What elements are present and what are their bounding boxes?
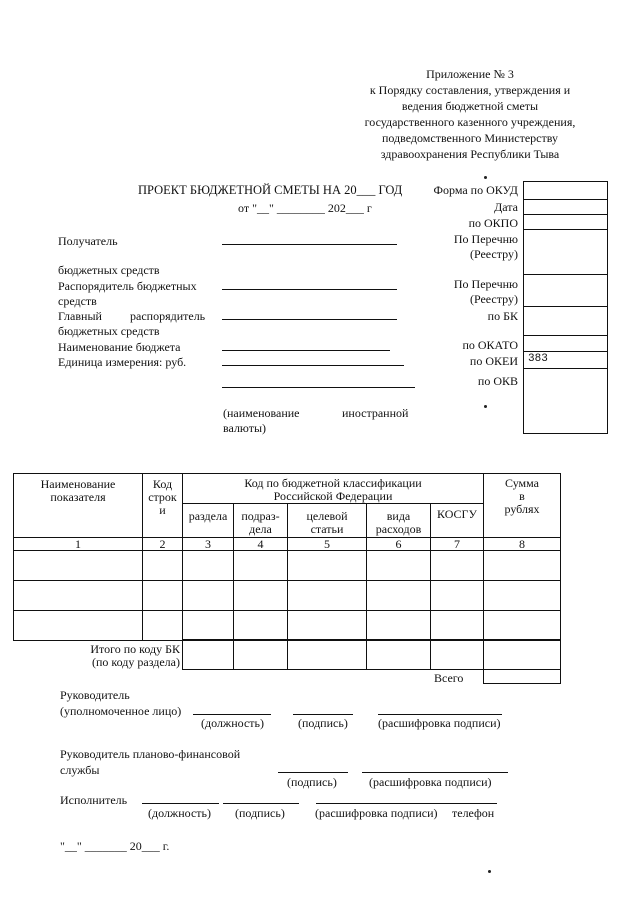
itogo-text: Итого по коду БК bbox=[90, 642, 180, 656]
table-cell[interactable] bbox=[142, 610, 183, 641]
column-number: 6 bbox=[395, 537, 402, 551]
header-text: расходов bbox=[375, 522, 422, 536]
header-text: подраз- bbox=[241, 509, 280, 523]
label-budget-name: Наименование бюджета bbox=[58, 340, 181, 354]
table-cell[interactable] bbox=[13, 610, 143, 641]
table-cell[interactable] bbox=[366, 580, 431, 611]
label-reestr-1: (Реестру) bbox=[469, 247, 518, 261]
sig-pfs-name-line[interactable] bbox=[362, 772, 508, 773]
sig-head-name-line[interactable] bbox=[378, 714, 502, 715]
header-text: строк bbox=[148, 490, 177, 504]
label-reestr-2: (Реестру) bbox=[469, 292, 518, 306]
itogo-cell[interactable] bbox=[430, 639, 484, 670]
header-razdel-label: раздела bbox=[188, 509, 228, 523]
header-text: Код bbox=[152, 477, 173, 491]
label-okv: по ОКВ bbox=[477, 374, 518, 388]
header-sum-label bbox=[483, 477, 561, 516]
itogo-text: (по коду раздела) bbox=[92, 655, 180, 669]
label-unit: Единица измерения: руб. bbox=[58, 355, 187, 369]
sig-head-label: Руководитель bbox=[60, 688, 130, 702]
table-cell[interactable] bbox=[13, 580, 143, 611]
okato-field[interactable] bbox=[523, 335, 608, 352]
label-bk: по БК bbox=[487, 309, 518, 323]
table-cell[interactable] bbox=[430, 550, 484, 581]
okud-field[interactable] bbox=[523, 181, 608, 200]
okv-field[interactable] bbox=[523, 368, 608, 434]
unit-line[interactable] bbox=[222, 365, 404, 366]
scan-speck bbox=[488, 870, 491, 873]
appendix-line: к Порядку составления, утверждения и bbox=[369, 83, 571, 97]
table-cell[interactable] bbox=[483, 610, 561, 641]
caption-telefon: телефон bbox=[452, 806, 495, 820]
header-celev-label bbox=[287, 510, 367, 536]
column-number-cell bbox=[430, 537, 484, 551]
appendix-line: государственного казенного учреждения, bbox=[364, 115, 576, 129]
column-number-cell bbox=[483, 537, 561, 551]
caption-dolzhnost: (должность) bbox=[201, 716, 264, 730]
label-currency-2: иностранной bbox=[342, 406, 409, 420]
chief-line[interactable] bbox=[222, 319, 397, 320]
column-number-cell bbox=[13, 537, 143, 551]
table-cell[interactable] bbox=[287, 580, 367, 611]
label-okud: Форма по ОКУД bbox=[433, 183, 518, 197]
caption-podpis: (подпись) bbox=[298, 716, 348, 730]
itogo-cell[interactable] bbox=[233, 639, 288, 670]
table-cell[interactable] bbox=[287, 610, 367, 641]
manager-line[interactable] bbox=[222, 289, 397, 290]
bk-field[interactable] bbox=[523, 306, 608, 336]
table-cell[interactable] bbox=[233, 580, 288, 611]
scan-speck bbox=[484, 176, 487, 179]
column-number-cell bbox=[233, 537, 288, 551]
sig-isp-name-line[interactable] bbox=[316, 803, 497, 804]
column-number: 2 bbox=[159, 537, 166, 551]
itogo-cell[interactable] bbox=[182, 639, 234, 670]
column-number: 3 bbox=[205, 537, 211, 551]
header-text: показателя bbox=[50, 490, 106, 504]
itogo-sum-cell[interactable] bbox=[483, 639, 561, 670]
header-text: Российской Федерации bbox=[273, 489, 393, 503]
caption-rasshifrovka-3: (расшифровка подписи) bbox=[315, 806, 438, 820]
appendix-line: ведения бюджетной сметы bbox=[401, 99, 539, 113]
header-text: в bbox=[519, 489, 525, 503]
header-bk-label bbox=[182, 477, 484, 503]
sig-pfs-sign-line[interactable] bbox=[278, 772, 348, 773]
budget-name-line[interactable] bbox=[222, 350, 390, 351]
column-number-cell bbox=[287, 537, 367, 551]
table-cell[interactable] bbox=[233, 550, 288, 581]
caption-dolzhnost-3: (должность) bbox=[148, 806, 211, 820]
label-date: Дата bbox=[494, 200, 518, 214]
header-text: рублях bbox=[504, 502, 540, 516]
caption-podpis-2: (подпись) bbox=[287, 775, 337, 789]
label-chief-funds: бюджетных средств bbox=[58, 324, 160, 338]
sig-isp-position-line[interactable] bbox=[142, 803, 219, 804]
header-text: статьи bbox=[310, 522, 344, 536]
sig-ispolnitel-label: Исполнитель bbox=[60, 793, 128, 807]
column-number: 1 bbox=[75, 537, 81, 551]
label-okato: по ОКАТО bbox=[462, 338, 518, 352]
label-perechen-1: По Перечню bbox=[453, 232, 518, 246]
appendix-line: подведомственного Министерству bbox=[381, 131, 559, 145]
appendix-line: здравоохранения Республики Тыва bbox=[380, 147, 560, 161]
label-perechen-2: По Перечню bbox=[453, 277, 518, 291]
sig-head-position-line[interactable] bbox=[193, 714, 271, 715]
appendix-line: Приложение № 3 bbox=[426, 67, 514, 81]
caption-podpis-3: (подпись) bbox=[235, 806, 285, 820]
label-currency-3: валюты) bbox=[223, 421, 267, 435]
table-cell[interactable] bbox=[483, 580, 561, 611]
header-text: и bbox=[159, 503, 166, 517]
page-title: ПРОЕКТ БЮДЖЕТНОЙ СМЕТЫ НА 20___ ГОД bbox=[138, 183, 403, 197]
sig-pfs-label: Руководитель планово-финансовой bbox=[60, 747, 241, 761]
table-cell[interactable] bbox=[483, 550, 561, 581]
recipient-line[interactable] bbox=[222, 244, 397, 245]
header-text: Код по бюджетной классификации bbox=[244, 476, 422, 490]
scan-speck bbox=[484, 405, 487, 408]
label-okpo: по ОКПО bbox=[468, 216, 518, 230]
itogo-cell[interactable] bbox=[366, 639, 431, 670]
header-kosgu-label: КОСГУ bbox=[437, 507, 477, 521]
perechen-1-field[interactable] bbox=[523, 229, 608, 275]
header-text: целевой bbox=[306, 509, 348, 523]
itogo-label bbox=[40, 643, 180, 669]
sig-isp-sign-line[interactable] bbox=[223, 803, 299, 804]
column-number: 7 bbox=[454, 537, 460, 551]
header-text: Наименование bbox=[40, 477, 116, 491]
okei-value: 383 bbox=[528, 353, 548, 365]
caption-rasshifrovka-2: (расшифровка подписи) bbox=[369, 775, 492, 789]
label-budget-funds: бюджетных средств bbox=[58, 263, 160, 277]
header-name-label bbox=[13, 478, 143, 504]
vsego-cell[interactable] bbox=[483, 669, 561, 684]
appendix-header bbox=[350, 66, 590, 162]
date-field[interactable] bbox=[523, 199, 608, 215]
bottom-date: "__" _______ 20___ г. bbox=[60, 839, 170, 853]
vsego-label: Всего bbox=[434, 671, 464, 685]
table-cell[interactable] bbox=[13, 550, 143, 581]
table-cell[interactable] bbox=[430, 580, 484, 611]
column-number-cell bbox=[182, 537, 234, 551]
column-number: 5 bbox=[324, 537, 330, 551]
table-cell[interactable] bbox=[142, 580, 183, 611]
column-number: 8 bbox=[519, 537, 525, 551]
table-cell[interactable] bbox=[366, 550, 431, 581]
table-cell[interactable] bbox=[142, 550, 183, 581]
column-number-cell bbox=[142, 537, 183, 551]
label-chief: Главный bbox=[58, 309, 102, 323]
sig-head-label-2: (уполномоченное лицо) bbox=[60, 704, 182, 718]
table-cell[interactable] bbox=[182, 610, 234, 641]
okpo-field[interactable] bbox=[523, 214, 608, 230]
table-cell[interactable] bbox=[287, 550, 367, 581]
label-chief-2: распорядитель bbox=[130, 309, 206, 323]
table-cell[interactable] bbox=[430, 610, 484, 641]
header-text: Сумма bbox=[505, 476, 539, 490]
label-manager-funds: средств bbox=[58, 294, 97, 308]
itogo-cell[interactable] bbox=[287, 639, 367, 670]
title-date: от "__" ________ 202___ г bbox=[238, 201, 372, 215]
column-number-cell bbox=[366, 537, 431, 551]
table-cell[interactable] bbox=[182, 550, 234, 581]
label-okei: по ОКЕИ bbox=[469, 354, 518, 368]
table-cell[interactable] bbox=[182, 580, 234, 611]
label-manager: Распорядитель бюджетных bbox=[58, 279, 197, 293]
header-text: дела bbox=[249, 522, 272, 536]
header-text: вида bbox=[386, 509, 411, 523]
table-cell[interactable] bbox=[233, 610, 288, 641]
caption-rasshifrovka: (расшифровка подписи) bbox=[378, 716, 501, 730]
header-podrazdel-label bbox=[233, 510, 288, 536]
header-code-label bbox=[142, 478, 183, 517]
column-number: 4 bbox=[257, 537, 264, 551]
label-currency-1: (наименование bbox=[223, 406, 300, 420]
perechen-2-field[interactable] bbox=[523, 274, 608, 307]
sig-head-sign-line[interactable] bbox=[293, 714, 353, 715]
label-recipient: Получатель bbox=[58, 234, 118, 248]
sig-pfs-label-2: службы bbox=[60, 763, 100, 777]
header-vida-label bbox=[366, 510, 431, 536]
table-cell[interactable] bbox=[366, 610, 431, 641]
okei-field[interactable] bbox=[523, 351, 608, 369]
currency-line[interactable] bbox=[222, 387, 415, 388]
